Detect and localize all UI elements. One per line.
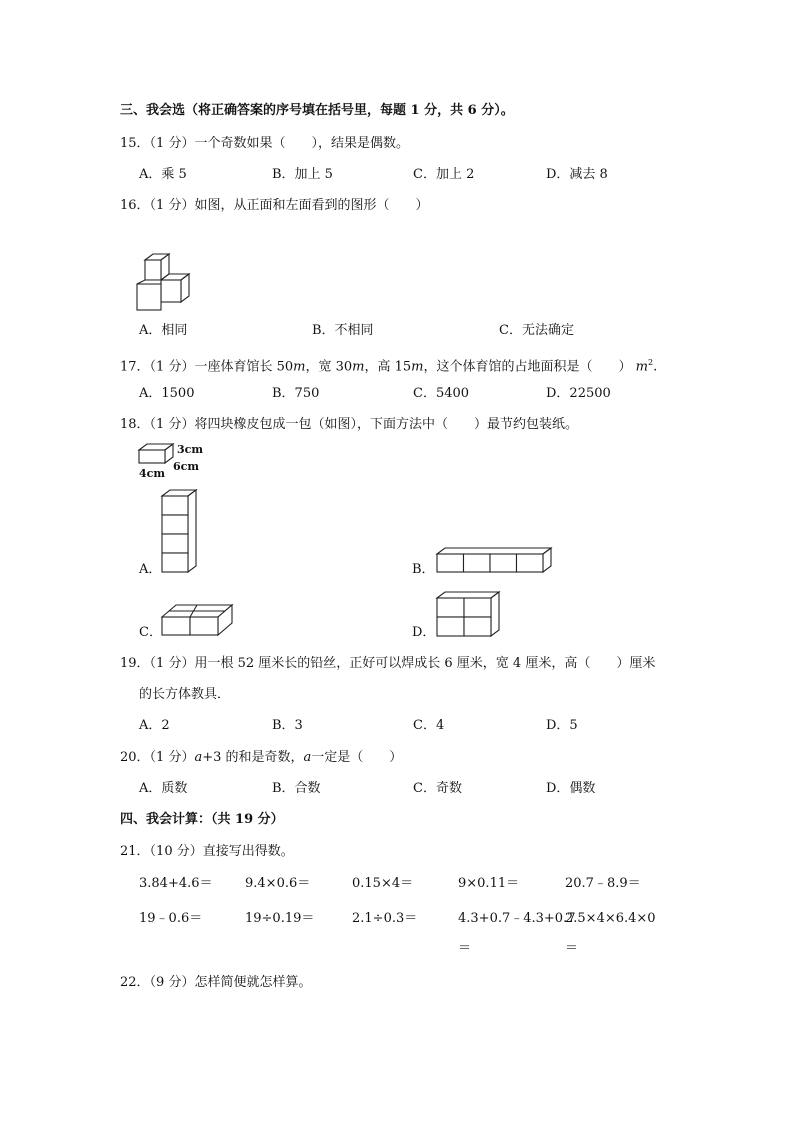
- q18-option-b-figure: [435, 546, 553, 574]
- q15-option-a: A．乘 5: [139, 167, 187, 182]
- q21-row2-item: 19﹣0.6＝: [139, 911, 203, 926]
- q18-option-b: B．: [412, 562, 435, 577]
- q21-row2-item: 2.1÷0.3＝: [352, 911, 418, 926]
- q20-option-c: C．奇数: [413, 781, 462, 796]
- q20-option-d: D．偶数: [546, 781, 596, 796]
- q15-option-b: B．加上 5: [272, 167, 333, 182]
- q21-row1-item: 20.7﹣8.9＝: [565, 876, 641, 891]
- q18-option-a-figure: [160, 488, 200, 574]
- q21-row2-tail: ＝: [458, 941, 472, 956]
- q18-dim-height: 3cm: [177, 443, 203, 456]
- q19-option-d: D．5: [546, 718, 578, 733]
- q18-dim-width: 4cm: [139, 467, 165, 480]
- q19-option-b: B．3: [272, 718, 303, 733]
- section-3-title: 三、我会选（将正确答案的序号填在括号里，每题 1 分，共 6 分）。: [120, 103, 514, 118]
- q21-row1-item: 0.15×4＝: [352, 876, 414, 891]
- q21-stem: 21．（10 分）直接写出得数。: [120, 844, 294, 859]
- q22-stem: 22．（9 分）怎样简便就怎样算。: [120, 975, 312, 990]
- q18-dim-depth: 6cm: [173, 460, 199, 473]
- q18-option-d-figure: [435, 590, 501, 638]
- q16-cube-stack-figure: [134, 253, 196, 313]
- q18-option-a: A．: [139, 562, 162, 577]
- q21-row2-item: 19÷0.19＝: [245, 911, 315, 926]
- q20-option-b: B．合数: [272, 781, 321, 796]
- q21-row1-item: 9×0.11＝: [458, 876, 520, 891]
- q21-row2-tail: ＝: [565, 941, 579, 956]
- q21-row1-item: 3.84+4.6＝: [139, 876, 213, 891]
- q17-unit: m: [635, 359, 648, 375]
- section-4-title: 四、我会计算：（共 19 分）: [120, 812, 284, 827]
- q18-option-d: D．: [412, 625, 436, 640]
- q15-stem: 15．（1 分）一个奇数如果（ ），结果是偶数。: [120, 136, 409, 151]
- q18-stem: 18．（1 分）将四块橡皮包成一包（如图），下面方法中（ ）最节约包装纸。: [120, 417, 578, 432]
- q21-row2-item: 2.5×4×6.4×0: [565, 911, 656, 926]
- q20-option-a: A．质数: [139, 781, 188, 796]
- q15-option-c: C．加上 2: [413, 167, 475, 182]
- q15-option-d: D．减去 8: [546, 167, 608, 182]
- q16-option-c: C．无法确定: [499, 323, 574, 338]
- q20-stem: 20．（1 分）a+3 的和是奇数，a一定是（ ）: [120, 750, 403, 765]
- q21-row1-item: 9.4×0.6＝: [245, 876, 311, 891]
- q19-option-c: C．4: [413, 718, 445, 733]
- q19-stem-line2: 的长方体教具．: [139, 687, 231, 702]
- q19-stem-line1: 19．（1 分）用一根 52 厘米长的铅丝，正好可以焊成长 6 厘米，宽 4 厘米，高（ ）厘米: [120, 656, 656, 671]
- q17-option-c: C．5400: [413, 386, 470, 401]
- q17-option-b: B．750: [272, 386, 320, 401]
- q16-option-b: B．不相同: [312, 323, 374, 338]
- q17-stem: 17．（1 分）一座体育馆长 50m，宽 30m，高 15m，这个体育馆的占地面积是（ ） $m^2$.: [120, 358, 658, 375]
- q17-option-d: D．22500: [546, 386, 611, 401]
- q18-eraser-figure: [137, 442, 177, 466]
- q17-option-a: A．1500: [139, 386, 195, 401]
- q16-option-a: A．相同: [139, 323, 188, 338]
- q16-stem: 16．（1 分）如图，从正面和左面看到的图形（ ）: [120, 198, 429, 213]
- q19-option-a: A．2: [139, 718, 170, 733]
- q18-option-c-figure: [160, 603, 234, 639]
- q18-option-c: C．: [139, 625, 162, 640]
- q21-row2-item: 4.3+0.7﹣4.3+0.7: [458, 911, 576, 926]
